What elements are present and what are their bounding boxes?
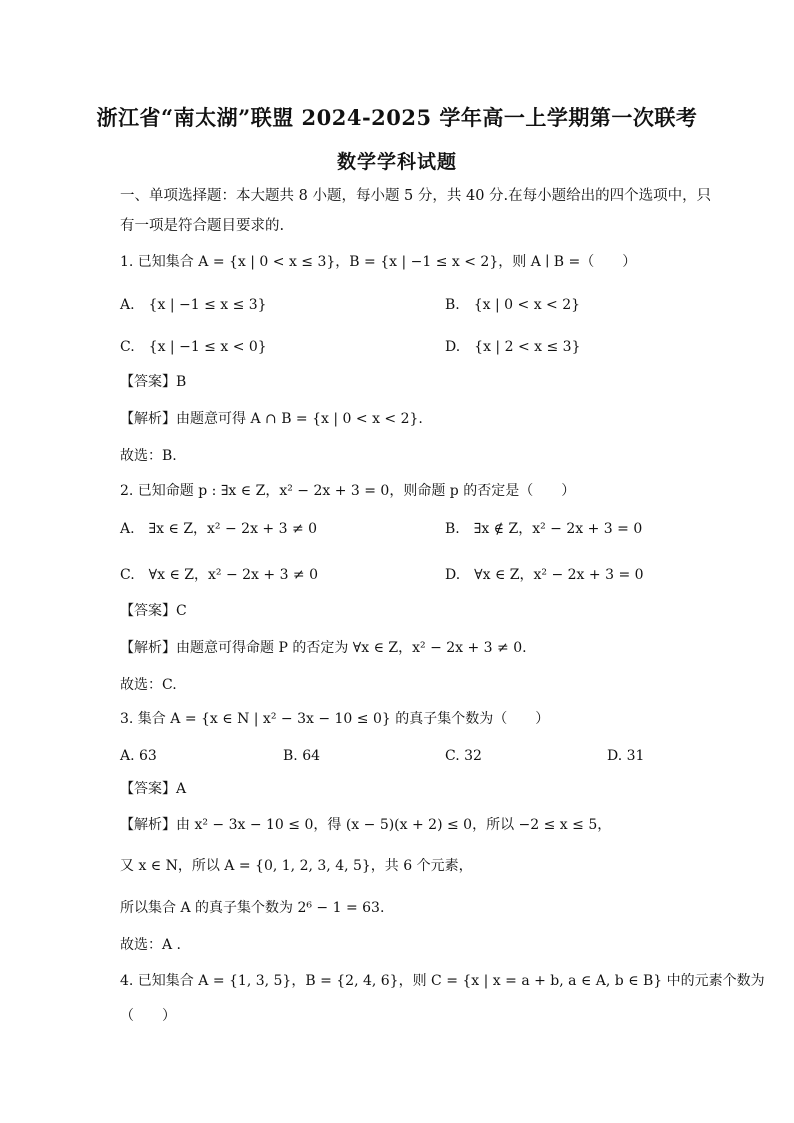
- question-2-option-c: C. ∀x ∈ Z，x² − 2x + 3 ≠ 0: [120, 567, 319, 583]
- question-3-option-a: A. 63: [120, 748, 157, 764]
- question-1-option-a: A. {x | −1 ≤ x ≤ 3}: [120, 297, 267, 313]
- question-2-choice: 故选：C.: [120, 677, 177, 693]
- question-2-option-b: B. ∃x ∉ Z，x² − 2x + 3 = 0: [445, 521, 643, 537]
- question-3-choice: 故选：A .: [120, 937, 182, 953]
- question-2-option-a: A. ∃x ∈ Z，x² − 2x + 3 ≠ 0: [120, 521, 318, 537]
- question-1-option-b: B. {x | 0 < x < 2}: [445, 297, 581, 313]
- question-1-analysis: 【解析】由题意可得 A ∩ B = {x | 0 < x < 2}.: [120, 411, 423, 427]
- question-1-option-c: C. {x | −1 ≤ x < 0}: [120, 339, 267, 355]
- question-1-option-d: D. {x | 2 < x ≤ 3}: [445, 339, 581, 355]
- question-4-stem: 4. 已知集合 A = {1, 3, 5}，B = {2, 4, 6}，则 C = {x | x = a + b, a ∈ A, b ∈ B} 中的元素个数为: [120, 973, 765, 989]
- section-heading-line2: 有一项是符合题目要求的.: [120, 218, 285, 234]
- question-3-analysis-line3: 所以集合 A 的真子集个数为 2⁶ − 1 = 63.: [120, 900, 385, 916]
- question-4-answer-paren: （ ）: [120, 1008, 176, 1024]
- question-2-analysis: 【解析】由题意可得命题 P 的否定为 ∀x ∈ Z，x² − 2x + 3 ≠ 0.: [120, 640, 527, 656]
- question-1-stem: 1. 已知集合 A = {x | 0 < x ≤ 3}，B = {x | −1 ≤ x < 2}，则 A ∣ B =（ ）: [120, 254, 637, 270]
- question-3-answer: 【答案】A: [120, 781, 187, 797]
- question-3-analysis-line2: 又 x ∈ N，所以 A = {0, 1, 2, 3, 4, 5}，共 6 个元素，: [120, 858, 473, 874]
- question-1-answer: 【答案】B: [120, 374, 187, 390]
- question-2-answer: 【答案】C: [120, 603, 187, 619]
- question-3-analysis-line1: 【解析】由 x² − 3x − 10 ≤ 0，得 (x − 5)(x + 2) ≤ 0，所以 −2 ≤ x ≤ 5，: [120, 817, 612, 833]
- question-2-option-d: D. ∀x ∈ Z，x² − 2x + 3 = 0: [445, 567, 644, 583]
- document-subtitle: 数学学科试题: [336, 151, 457, 173]
- question-2-stem: 2. 已知命题 p : ∃x ∈ Z，x² − 2x + 3 = 0，则命题 p 的否定是（ ）: [120, 483, 576, 499]
- question-3-option-d: D. 31: [607, 748, 645, 764]
- section-heading-line1: 一、单项选择题：本大题共 8 小题，每小题 5 分，共 40 分.在每小题给出的四个选项中，只: [120, 188, 712, 204]
- question-3-stem: 3. 集合 A = {x ∈ N | x² − 3x − 10 ≤ 0} 的真子集个数为（ ）: [120, 711, 550, 727]
- question-3-option-b: B. 64: [283, 748, 321, 764]
- document-title: 浙江省“南太湖”联盟 2024-2025 学年高一上学期第一次联考: [96, 105, 698, 130]
- question-3-option-c: C. 32: [445, 748, 482, 764]
- question-1-choice: 故选：B.: [120, 448, 177, 464]
